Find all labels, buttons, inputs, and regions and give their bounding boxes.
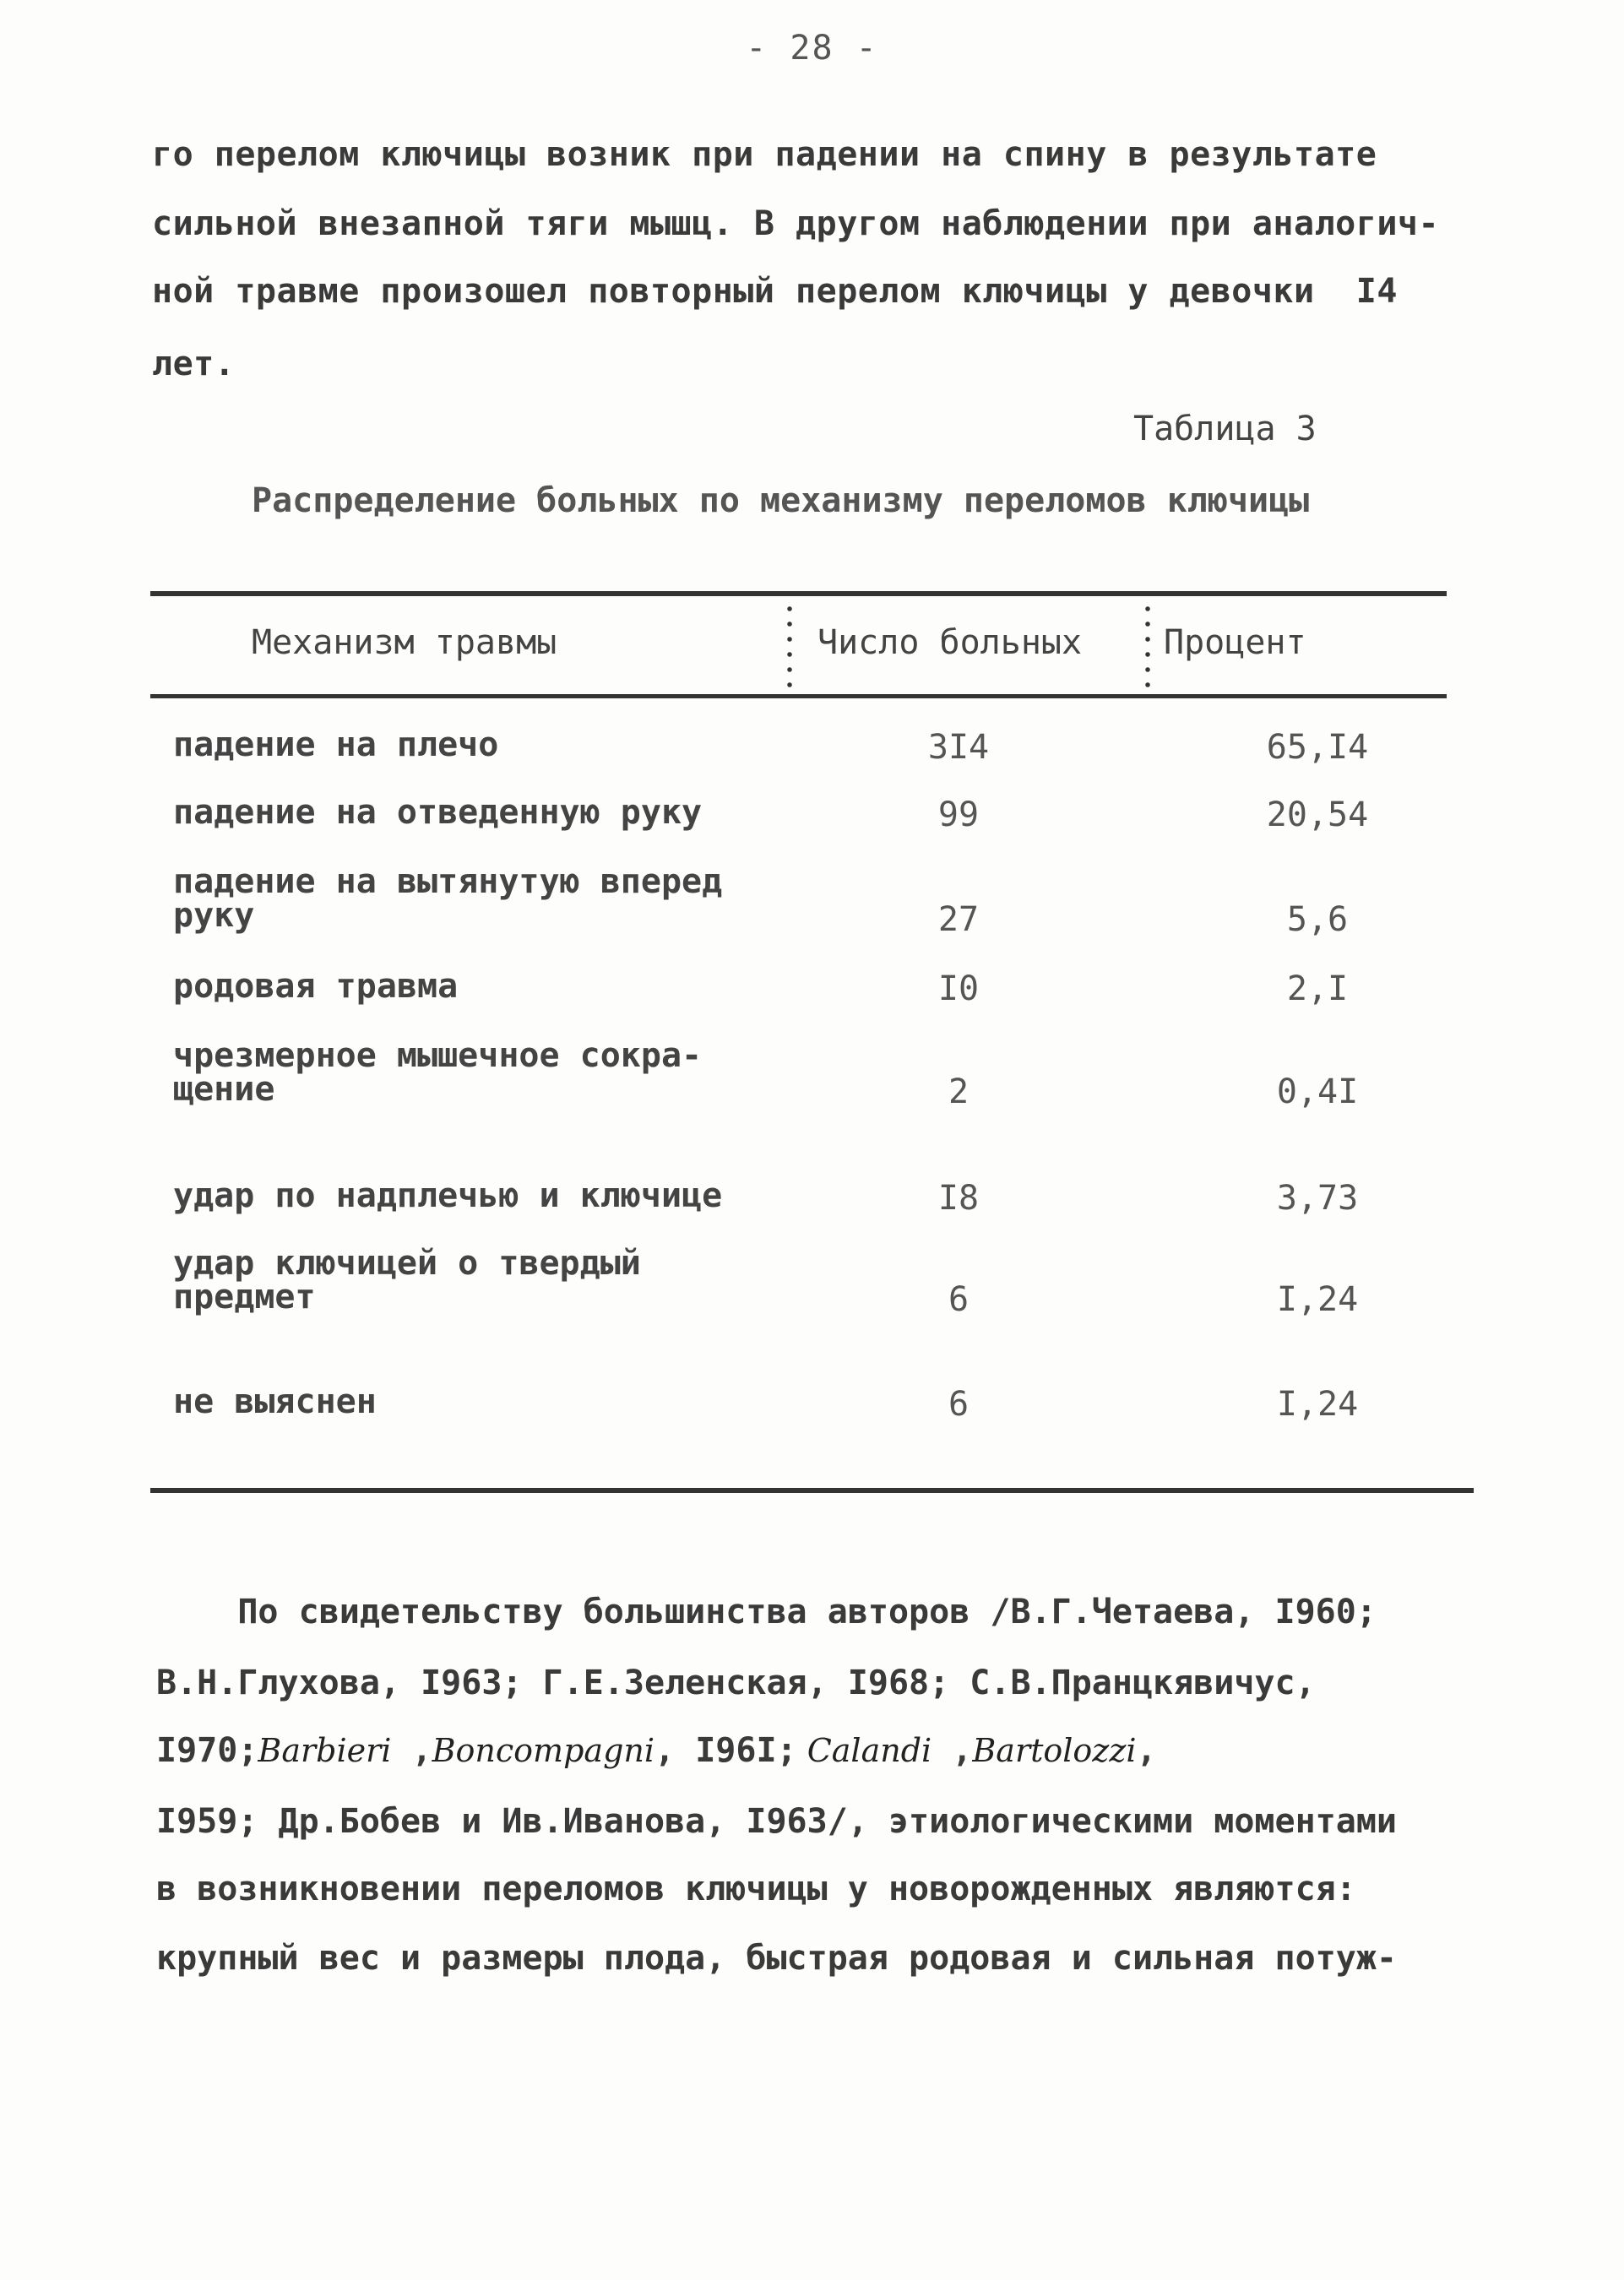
- cell-percent: 65,I4: [1266, 728, 1369, 767]
- cell-count: 2: [948, 1072, 970, 1111]
- cell-percent: I,24: [1276, 1280, 1359, 1319]
- header-mechanism: Механизм травмы: [252, 623, 557, 662]
- cell-mechanism: падение на плечо: [173, 725, 499, 764]
- header-count: Число больных: [817, 623, 1083, 662]
- cell-percent: 3,73: [1276, 1179, 1359, 1218]
- cell-count: I0: [937, 969, 980, 1008]
- cell-count: 6: [948, 1385, 970, 1424]
- page-number: - 28 -: [746, 29, 878, 68]
- table-title: Распределение больных по механизму переломов ключицы: [252, 481, 1310, 520]
- header-percent: Процент: [1164, 623, 1306, 662]
- closing-line-5: в возникновении переломов ключицы у новорожденных являются:: [156, 1870, 1356, 1908]
- cell-mechanism: падение на вытянутую вперед руку: [173, 862, 723, 935]
- handwritten-name-calandi: Calandi: [807, 1732, 932, 1769]
- cell-mechanism: не выяснен: [173, 1382, 377, 1421]
- cell-percent: 2,I: [1286, 969, 1349, 1008]
- table-number: Таблица 3: [1133, 410, 1317, 448]
- closing-line-4: I959; Др.Бобев и Ив.Иванова, I963/, этиологическими моментами: [156, 1802, 1398, 1841]
- handwritten-name-bartolozzi: Bartolozzi: [972, 1732, 1137, 1769]
- cell-mechanism: родовая травма: [173, 967, 459, 1006]
- closing-line-3-prefix: I970;: [156, 1731, 258, 1770]
- table-bottom-rule: [150, 1488, 1474, 1493]
- cell-count: 27: [937, 900, 980, 939]
- table-top-rule: [150, 591, 1447, 596]
- column-separator: [1145, 601, 1150, 694]
- closing-line-2: В.Н.Глухова, I963; Г.Е.Зеленская, I968; С.В.Пранцкявичус,: [156, 1664, 1316, 1702]
- handwritten-name-boncompagni: Boncompagni: [432, 1732, 655, 1769]
- cell-percent: 20,54: [1266, 795, 1369, 834]
- table-header-rule: [150, 694, 1447, 698]
- closing-line-3-mid: , I96I;: [654, 1731, 797, 1770]
- intro-line-2: сильной внезапной тяги мышц. В другом наблюдении при аналогич-: [152, 204, 1440, 243]
- cell-count: 99: [937, 795, 980, 834]
- cell-count: 3I4: [927, 728, 990, 767]
- intro-line-3: ной травме произошел повторный перелом ключицы у девочки I4: [152, 272, 1398, 311]
- closing-line-3-sep: ,: [391, 1731, 432, 1770]
- intro-line-1: го перелом ключицы возник при падении на спину в результате: [152, 135, 1377, 174]
- cell-mechanism: удар ключицей о твердый предмет: [173, 1244, 641, 1316]
- cell-mechanism: удар по надплечью и ключице: [173, 1176, 723, 1215]
- closing-line-3-sep: ,: [931, 1731, 973, 1770]
- cell-percent: 5,6: [1286, 900, 1349, 939]
- cell-percent: I,24: [1276, 1385, 1359, 1424]
- closing-line-3-end: ,: [1136, 1731, 1157, 1770]
- cell-count: 6: [948, 1280, 970, 1319]
- column-separator: [787, 601, 792, 694]
- intro-line-4: лет.: [152, 345, 236, 383]
- cell-count: I8: [937, 1179, 980, 1218]
- closing-line-1: По свидетельству большинства авторов /В.Г.Четаева, I960;: [156, 1593, 1377, 1631]
- cell-percent: 0,4I: [1276, 1072, 1359, 1111]
- cell-mechanism: падение на отведенную руку: [173, 793, 703, 832]
- handwritten-name-barbieri: Barbieri: [258, 1732, 392, 1769]
- closing-line-6: крупный вес и размеры плода, быстрая родовая и сильная потуж-: [156, 1939, 1398, 1978]
- cell-mechanism: чрезмерное мышечное сокра-щение: [173, 1036, 703, 1109]
- closing-line-3: [156, 1731, 1157, 1770]
